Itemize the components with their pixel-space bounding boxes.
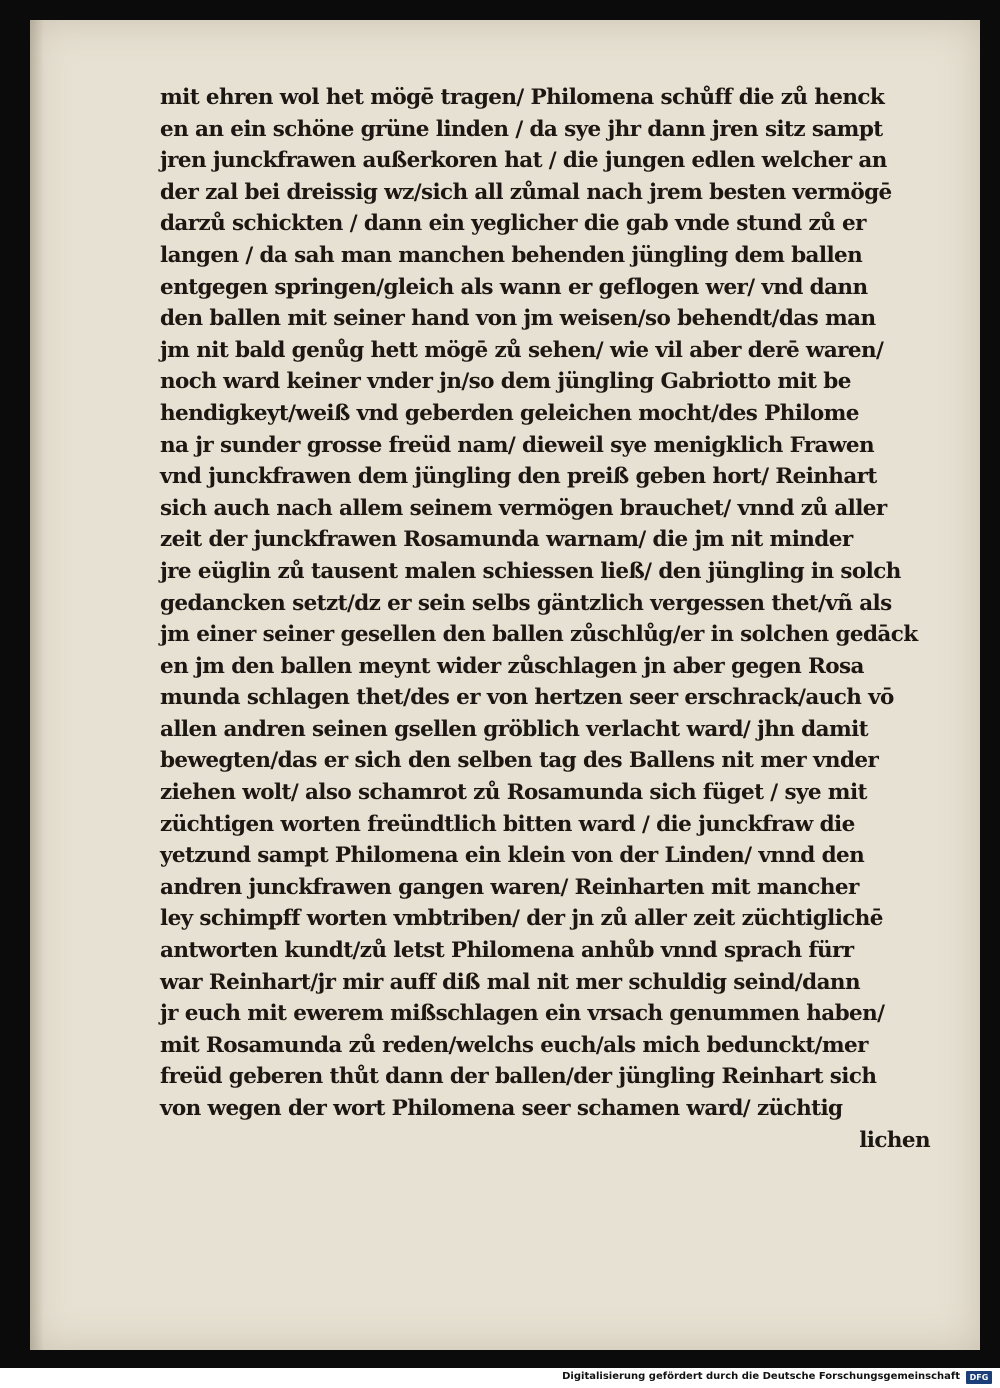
text-line: bewegten/das er sich den selben tag des Ballens nit mer vnder (160, 748, 879, 774)
text-line: sich auch nach allem seinem vermögen brauchet/ vnnd zů aller (160, 495, 887, 521)
text-line: entgegen springen/gleich als wann er geflogen wer/ vnd dann (160, 274, 868, 300)
text-line: mit ehren wol het mögē tragen/ Philomena schůff die zů henck (160, 85, 885, 110)
text-line: jr euch mit ewerem mißschlagen ein vrsach genummen haben/ (160, 1001, 885, 1027)
text-line: jm einer seiner gesellen den ballen zůschlůg/er in solchen gedāck (160, 622, 918, 648)
catchword: lichen (859, 1127, 930, 1153)
text-line: jren junckfrawen außerkoren hat / die jungen edlen welcher an (160, 148, 887, 174)
funding-credit: Digitalisierung gefördert durch die Deutsche Forschungsgemeinschaft (562, 1371, 960, 1382)
text-line: mit Rosamunda zů reden/welchs euch/als mich bedunckt/mer (160, 1032, 868, 1058)
text-line: langen / da sah man manchen behenden jüngling dem ballen (160, 242, 863, 268)
page-text-block (160, 82, 930, 1156)
text-line: hendigkeyt/weiß vnd geberden geleichen mocht/des Philome (160, 400, 859, 426)
text-line: jre eüglin zů tausent malen schiessen ließ/ den jüngling in solch (160, 558, 901, 584)
text-line: darzů schickten / dann ein yeglicher die gab vnde stund zů er (160, 211, 866, 237)
page-edge-shadow (30, 20, 44, 1350)
text-line: jm nit bald genůg hett mögē zů sehen/ wie vil aber derē waren/ (160, 337, 884, 363)
text-line: zeit der junckfrawen Rosamunda warnam/ die jm nit minder (160, 527, 853, 553)
text-line: allen andren seinen gsellen gröblich verlacht ward/ jhn damit (160, 716, 868, 742)
text-line: züchtigen worten freündtlich bitten ward / die junckfraw die (160, 811, 855, 837)
text-line: von wegen der wort Philomena seer schamen ward/ züchtig (160, 1096, 843, 1121)
dfg-logo-icon: DFG (966, 1371, 992, 1384)
text-line: en jm den ballen meynt wider zůschlagen jn aber gegen Rosa (160, 653, 864, 679)
text-line: gedancken setzt/dz er sein selbs gäntzlich vergessen thet/vñ als (160, 590, 892, 616)
text-line: war Reinhart/jr mir auff diß mal nit mer schuldig seind/dann (160, 969, 860, 995)
footer-bar (0, 1368, 1000, 1388)
text-line: antworten kundt/zů letst Philomena anhůb vnnd sprach fürr (160, 938, 854, 964)
book-page (30, 20, 980, 1350)
text-line: freüd geberen thůt dann der ballen/der jüngling Reinhart sich (160, 1064, 877, 1090)
text-line: munda schlagen thet/des er von hertzen seer erschrack/auch vō (160, 685, 894, 711)
text-line: andren junckfrawen gangen waren/ Reinharten mit mancher (160, 874, 859, 900)
text-line: en an ein schöne grüne linden / da sye jhr dann jren sitz sampt (160, 116, 883, 142)
text-line: vnd junckfrawen dem jüngling den preiß geben hort/ Reinhart (160, 464, 877, 490)
text-line: na jr sunder grosse freüd nam/ dieweil sye menigklich Frawen (160, 432, 874, 458)
text-line: noch ward keiner vnder jn/so dem jüngling Gabriotto mit be (160, 369, 851, 395)
text-line: der zal bei dreissig wz/sich all zůmal nach jrem besten vermögē (160, 179, 892, 205)
text-line: ley schimpff worten vmbtriben/ der jn zů aller zeit züchtiglichē (160, 906, 883, 932)
text-line: yetzund sampt Philomena ein klein von der Linden/ vnnd den (160, 843, 865, 869)
text-line: ziehen wolt/ also schamrot zů Rosamunda sich füget / sye mit (160, 780, 867, 806)
text-line: den ballen mit seiner hand von jm weisen/so behendt/das man (160, 306, 876, 332)
